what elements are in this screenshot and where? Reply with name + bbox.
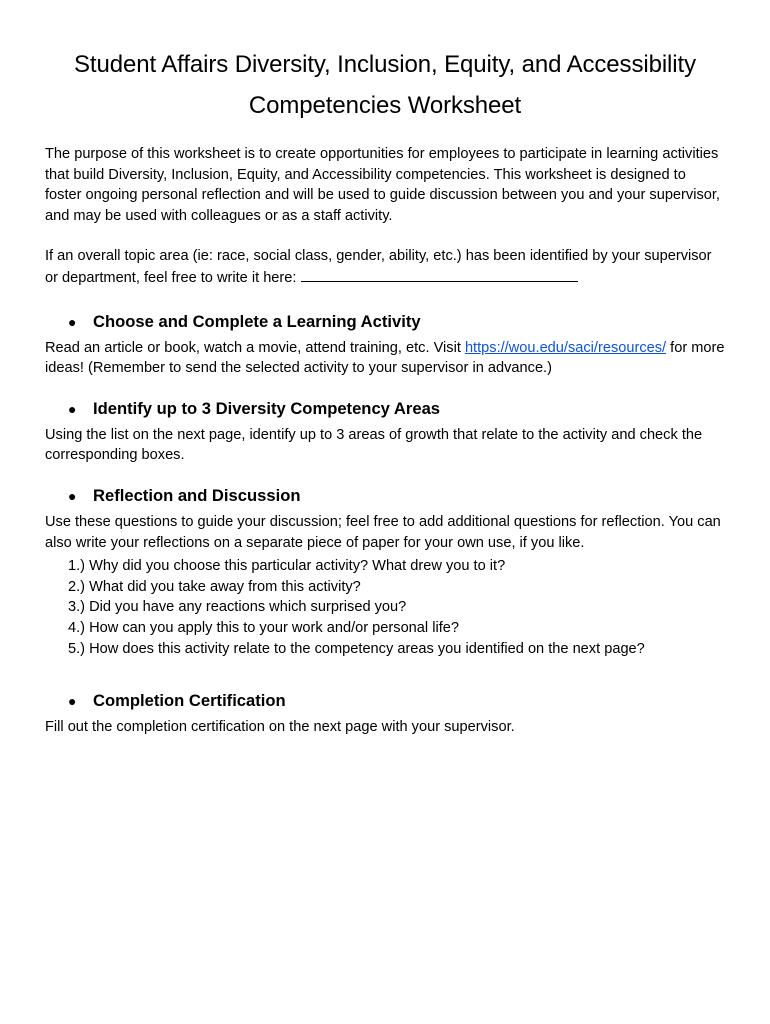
bullet-icon: ●: [68, 487, 77, 504]
section-text: [45, 338, 725, 379]
topic-prompt: If an overall topic area (ie: race, social class, gender, ability, etc.) has been identified by your supervisor or department, feel free to write it here:: [45, 248, 712, 286]
question-item: 2.) What did you take away from this activity?: [68, 578, 361, 595]
section-heading-text: Identify up to 3 Diversity Competency Areas: [93, 398, 441, 418]
bullet-icon: ●: [68, 400, 77, 417]
section-competency-areas: [45, 398, 725, 466]
resources-link[interactable]: https://wou.edu/saci/resources/: [464, 339, 667, 356]
section-text: Fill out the completion certification on the next page with your supervisor.: [45, 719, 515, 736]
section-heading-text: Choose and Complete a Learning Activity: [93, 311, 421, 331]
section-heading: [45, 690, 725, 712]
topic-blank-line[interactable]: [301, 267, 578, 282]
section-reflection: [45, 485, 725, 659]
section-learning-activity: [45, 311, 725, 379]
section-text: Using the list on the next page, identify up to 3 areas of growth that relate to the activity and check the corresponding boxes.: [45, 426, 703, 464]
learning-text-before: Read an article or book, watch a movie, attend training, etc. Visit: [45, 339, 465, 356]
title-line-2: Competencies Worksheet: [248, 92, 522, 119]
section-heading: [45, 311, 725, 333]
topic-paragraph: [45, 246, 725, 288]
section-completion: [45, 690, 725, 738]
learning-text-after: for more ideas! (Remember to send the selected activity to your supervisor in advance.): [45, 339, 725, 377]
question-item: 4.) How can you apply this to your work and/or personal life?: [68, 619, 459, 636]
question-item: 3.) Did you have any reactions which surprised you?: [68, 599, 407, 616]
section-heading-text: Reflection and Discussion: [93, 485, 301, 505]
question-item: 5.) How does this activity relate to the competency areas you identified on the next page?: [68, 640, 645, 657]
page-title: [45, 0, 725, 126]
title-line-1: Student Affairs Diversity, Inclusion, Equity, and Accessibility: [74, 51, 696, 78]
section-text: Use these questions to guide your discussion; feel free to add additional questions for reflection. You can also write your reflections on a separate piece of paper for your own use, if you like.: [45, 513, 721, 551]
bullet-icon: ●: [68, 313, 77, 330]
question-item: 1.) Why did you choose this particular activity? What drew you to it?: [68, 558, 506, 575]
reflection-questions: [45, 556, 725, 659]
intro-paragraph: The purpose of this worksheet is to create opportunities for employees to participate in learning activities that build Diversity, Inclusion, Equity, and Accessibility competencies. This worksheet is designed to foster ongoing personal reflection and will be used to guide discussion between you and your supervisor, and may be used with colleagues or as a staff activity.: [45, 146, 720, 224]
bullet-icon: ●: [68, 693, 77, 710]
section-heading-text: Completion Certification: [93, 691, 286, 711]
section-heading: [45, 398, 725, 420]
section-heading: [45, 485, 725, 507]
